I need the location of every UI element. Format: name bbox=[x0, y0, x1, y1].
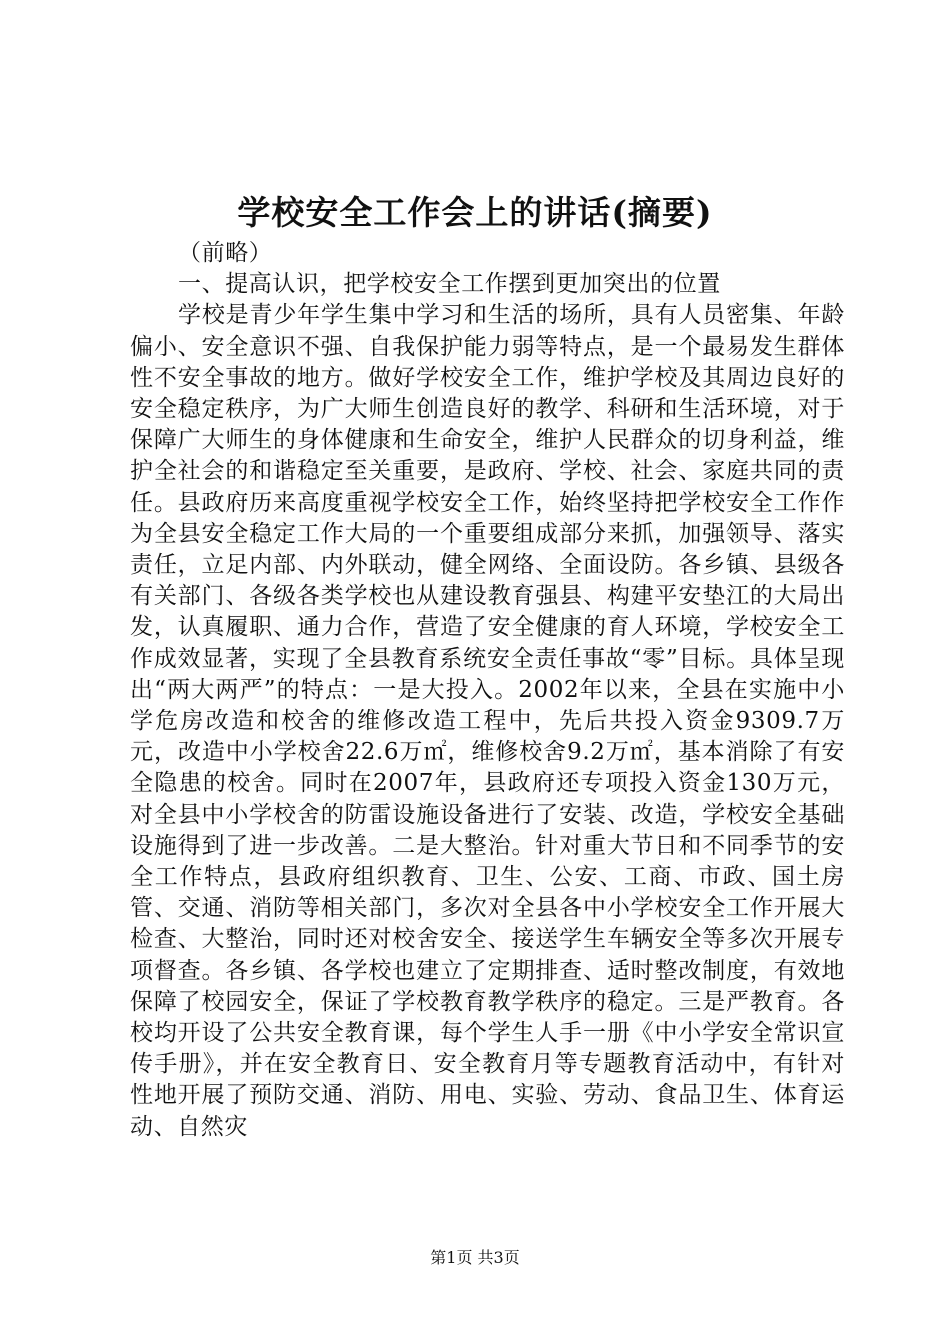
page-number-footer: 第1页 共3页 bbox=[430, 1248, 520, 1267]
preface-text: （前略） bbox=[178, 240, 273, 266]
document-body bbox=[130, 238, 845, 1143]
document-title: 学校安全工作会上的讲话(摘要) bbox=[237, 193, 713, 232]
section-heading: 一、提高认识，把学校安全工作摆到更加突出的位置 bbox=[178, 271, 721, 298]
body-paragraph: 学校是青少年学生集中学习和生活的场所，具有人员密集、年龄偏小、安全意识不强、自我保护能力弱等特点，是一个最易发生群体性不安全事故的地方。做好学校安全工作，维护学校及其周边良好的安全稳定秩序，为广大师生创造良好的教学、科研和生活环境，对于保障广大师生的身体健康和生命安全，维护人民群众的切身利益，维护全社会的和谐稳定至关重要，是政府、学校、社会、家庭共同的责任。县政府历来高度重视学校安全工作，始终坚持把学校安全工作作为全县安全稳定工作大局的一个重要组成部分来抓，加强领导、落实责任，立足内部、内外联动，健全网络、全面设防。各乡镇、县级各有关部门、各级各类学校也从建设教育强县、构建平安垫江的大局出发，认真履职、通力合作，营造了安全健康的育人环境，学校安全工作成效显著，实现了全县教育系统安全责任事故“零”目标。具体呈现出“两大两严”的特点：一是大投入。2002年以来，全县在实施中小学危房改造和校舍的维修改造工程中，先后共投入资金9309.7万元，改造中小学校舍22.6万㎡，维修校舍9.2万㎡，基本消除了有安全隐患的校舍。同时在2007年，县政府还专项投入资金130万元，对全县中小学校舍的防雷设施设备进行了安装、改造，学校安全基础设施得到了进一步改善。二是大整治。针对重大节日和不同季节的安全工作特点，县政府组织教育、卫生、公安、工商、市政、国土房管、交通、消防等相关部门，多次对全县各中小学校安全工作开展大检查、大整治，同时还对校舍安全、接送学生车辆安全等多次开展专项督查。各乡镇、各学校也建立了定期排查、适时整改制度，有效地保障了校园安全，保证了学校教育教学秩序的稳定。三是严教育。各校均开设了公共安全教育课，每个学生人手一册《中小学安全常识宣传手册》，并在安全教育日、安全教育月等专题教育活动中，有针对性地开展了预防交通、消防、用电、实验、劳动、食品卫生、体育运动、自然灾 bbox=[130, 302, 845, 1140]
